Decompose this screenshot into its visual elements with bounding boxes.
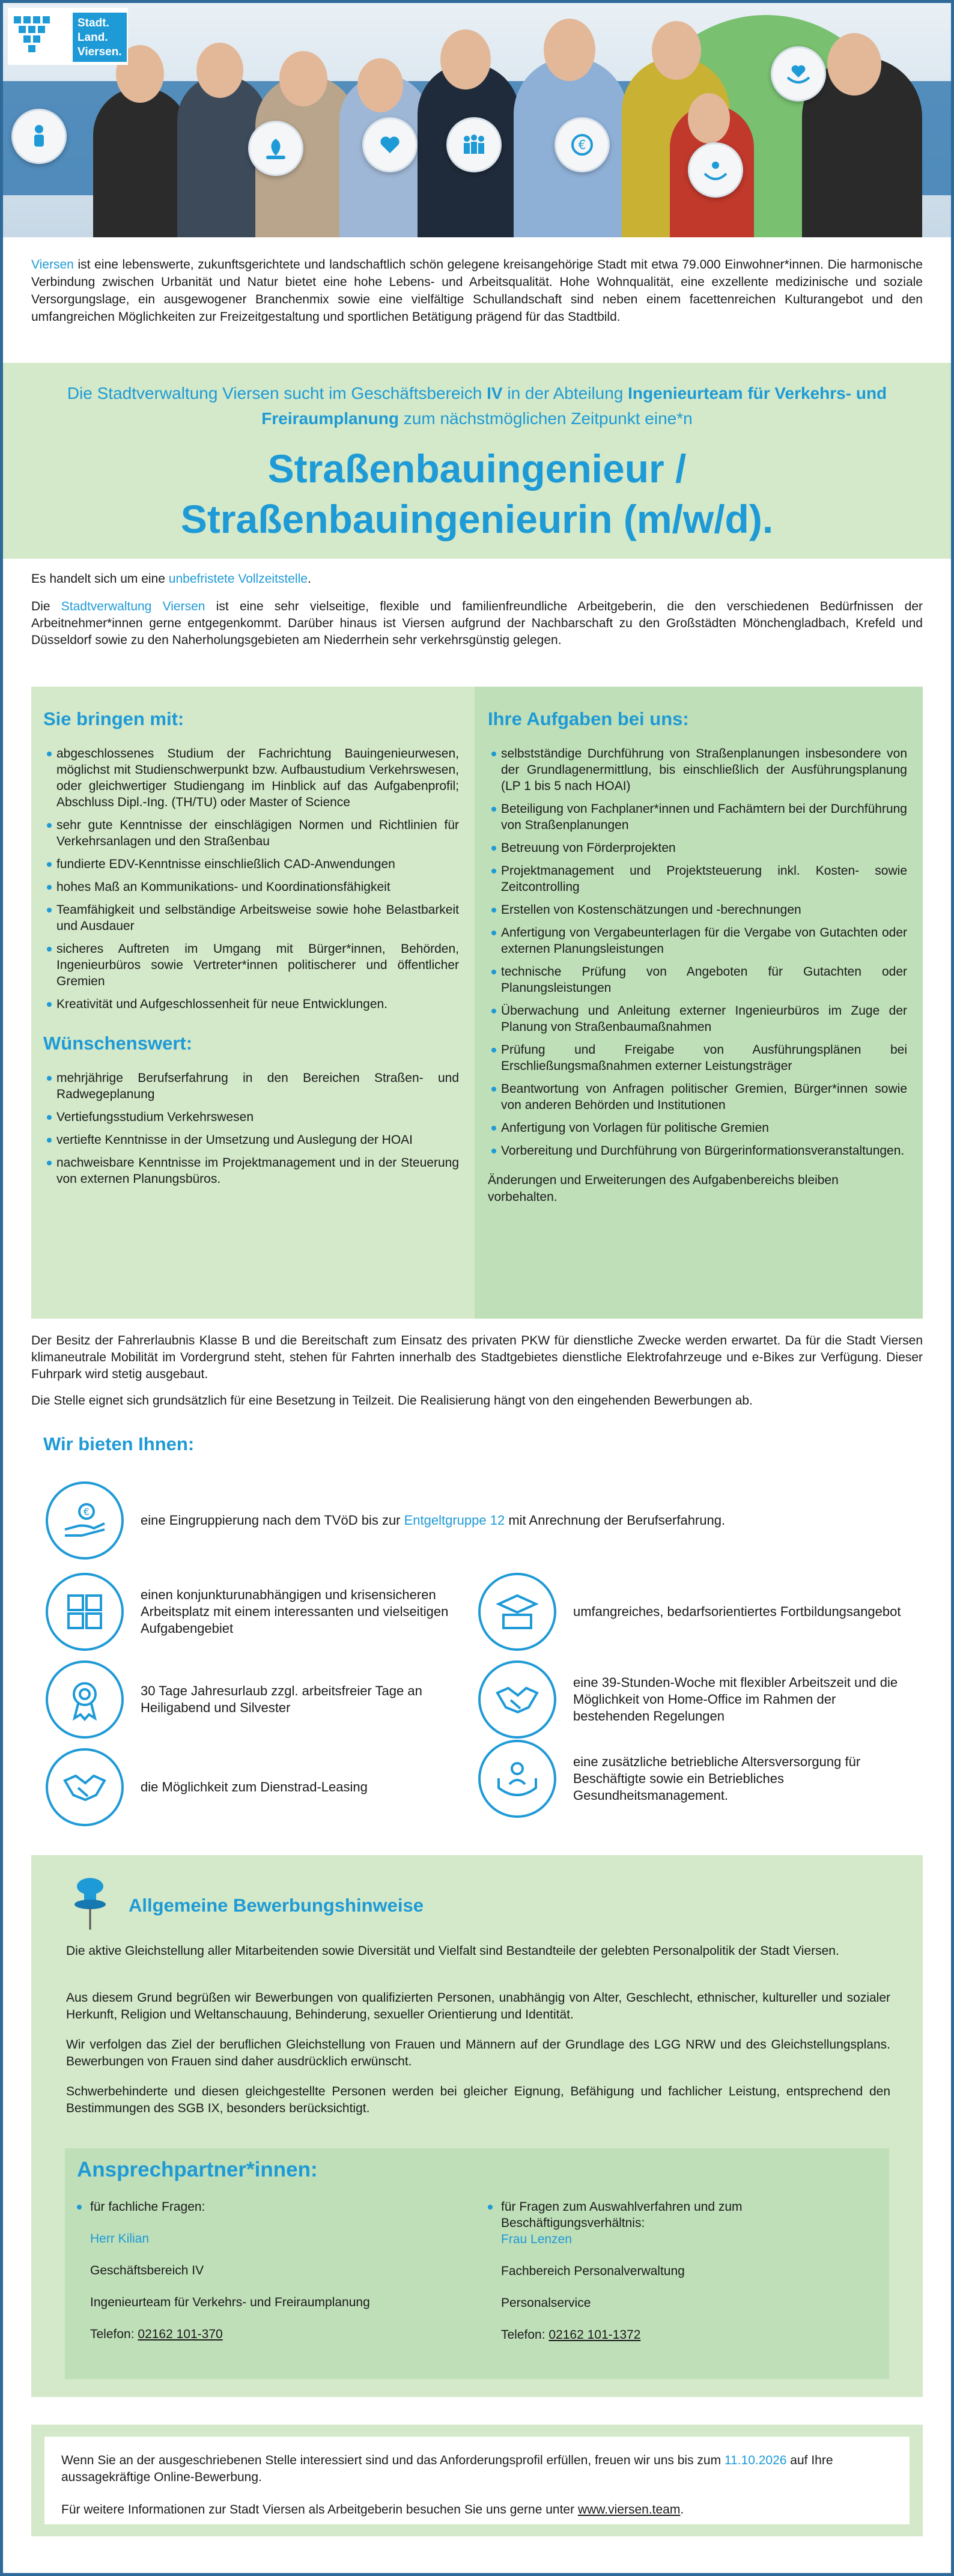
- person-3-head: [279, 51, 327, 106]
- headline-lead: [56, 381, 898, 431]
- award-icon: [60, 1675, 109, 1724]
- requirements-column: [31, 687, 475, 1319]
- tasks-list: [488, 746, 907, 1159]
- more-info-paragraph: [61, 2502, 893, 2518]
- care-icon-circle: [478, 1740, 556, 1818]
- bullet: [488, 2205, 493, 2210]
- benefit-pay: [46, 1481, 725, 1560]
- requirement-item: Teamfähigkeit und selbständige Arbeitsweise sowie hohe Belastbarkeit und Ausdauer: [43, 902, 459, 934]
- puzzle-icon: [60, 1587, 109, 1636]
- benefit-pay-text: [141, 1512, 725, 1529]
- handshake-icon: [60, 1763, 109, 1812]
- puzzle-icon-circle: [46, 1573, 124, 1651]
- job-title: [3, 443, 951, 544]
- footer-a: Wenn Sie an der ausgeschriebenen Stelle interessiert sind und das Anforderungsprofil erfüllen, freuen wir uns bis zum: [61, 2453, 725, 2467]
- benefit-vacation-text: 30 Tage Jahresurlaub zzgl. arbeitsfreier Tage an Heiligabend und Silvester: [141, 1683, 422, 1715]
- footer-b: auf Ihre aussagekräftige Online-Bewerbung.: [61, 2453, 833, 2484]
- logo-line-2: Land.: [77, 31, 108, 44]
- task-item: Anfertigung von Vorlagen für politische Gremien: [488, 1120, 907, 1136]
- svg-text:€: €: [83, 1506, 90, 1517]
- requirements-heading: Sie bringen mit:: [43, 708, 184, 729]
- award-icon-circle: [46, 1660, 124, 1739]
- benefit-flexible-hours-text: eine 39-Stunden-Woche mit flexibler Arbeitszeit und die Möglichkeit von Home-Office im Rahmen der bestehenden Regelungen: [573, 1675, 898, 1724]
- person-6-head: [544, 19, 595, 81]
- headline-block: [3, 363, 951, 559]
- heart-hand-icon: [373, 128, 407, 162]
- requirement-item: sicheres Auftreten im Umgang mit Bürger*innen, Behörden, Ingenieurbüros sowie Vertreter*innen politischerer und öffentlicher Gremien: [43, 941, 459, 989]
- desirable-item: vertiefte Kenntnisse in der Umsetzung und Auslegung der HOAI: [43, 1132, 459, 1148]
- footer-c: Für weitere Informationen zur Stadt Viersen als Arbeitgeberin besuchen Sie uns gerne unter: [61, 2503, 578, 2517]
- tasks-note: Änderungen und Erweiterungen des Aufgabenbereichs bleiben vorbehalten.: [488, 1173, 839, 1204]
- intro-text: ist eine lebenswerte, zukunftsgerichtete und landschaftlich schön gelegene kreisangehörige Stadt mit etwa 79.000 Einwohner*innen. Die harmonische Verbindung zwischen Urbanität und Natur bietet eine hohe Lebens- und Arbeitsqualität. Hohe Wohnqualität, eine exzellente medizinische und soziale Versorgungslage, ein ausgewogener Branchenmix sowie eine vielfältige Schullandschaft sind neben einem facettenreichen Kulturangebot und den umfangreichen Möglichkeiten zur Freizeitgestaltung und sportlichen Betätigung prägend für das Stadtbild.: [31, 258, 923, 324]
- tasks-heading: Ihre Aufgaben bei uns:: [488, 708, 689, 729]
- benefit-vacation: [46, 1660, 460, 1739]
- education-icon: [493, 1587, 542, 1636]
- requirements-list: [43, 746, 459, 1012]
- offer-heading: Wir bieten Ihnen:: [43, 1433, 195, 1454]
- hints-paragraph-4: Schwerbehinderte und diesen gleichgestellte Personen werden bei gleicher Eignung, Befähigung und fachlicher Leistung, entsprechend den Bestimmungen des SGB IX, besonders berücksichtigt.: [66, 2085, 890, 2115]
- license-paragraph: Der Besitz der Fahrerlaubnis Klasse B und die Bereitschaft zum Einsatz des privaten PKW für dienstliche Zwecke werden erwartet. Da für die Stadt Viersen klimaneutrale Mobilität im Vordergrund steht, stehen für Fahrten innerhalb des Stadtgebietes dienstliche Elektrofahrzeuge und e-Bikes zur Verfügung. Dieser Fuhrpark wird stetig ausgebaut.: [31, 1334, 923, 1381]
- task-item: Erstellen von Kostenschätzungen und -berechnungen: [488, 902, 907, 918]
- hints-paragraph-2: Aus diesem Grund begrüßen wir Bewerbungen von qualifizierten Personen, unabhängig von Alter, Geschlecht, ethnischer, kultureller und sozialer Herkunft, Religion und Weltanschauung, Behinderung, sexueller Orientierung und Identität.: [66, 1991, 890, 2022]
- header-photo: [3, 3, 951, 237]
- requirements-tasks-columns: [31, 687, 923, 1319]
- intro-paragraph: [31, 256, 923, 326]
- hints-paragraph-3: Wir verfolgen das Ziel der beruflichen Gleichstellung von Frauen und Männern auf der Grundlage des LGG NRW und des Gleichstellungsplans. Bewerbungen von Frauen sind daher ausdrücklich erwünscht.: [66, 2038, 890, 2068]
- task-item: Beteiligung von Fachplaner*innen und Fachämtern bei der Durchführung von Straßenplanungen: [488, 801, 907, 833]
- person-8-head: [688, 93, 730, 144]
- task-item: Vorbereitung und Durchführung von Bürgerinformationsveranstaltungen.: [488, 1143, 907, 1159]
- task-item: Betreuung von Förderprojekten: [488, 840, 907, 856]
- p2-a: Die: [31, 600, 61, 613]
- handshake-icon-circle: [478, 1660, 556, 1739]
- deadline-paragraph: [61, 2452, 893, 2486]
- logo-line-1: Stadt.: [77, 17, 109, 29]
- benefit-training-text: umfangreiches, bedarfsorientiertes Fortbildungsangebot: [573, 1604, 901, 1619]
- benefit-flexible-hours: [478, 1660, 911, 1739]
- footer-d: .: [680, 2503, 684, 2517]
- contact-hr-name: Frau Lenzen: [501, 2232, 572, 2246]
- task-item: Projektmanagement und Projektsteuerung inkl. Kosten- sowie Zeitcontrolling: [488, 863, 907, 895]
- pay-a: eine Eingruppierung nach dem TVöD bis zur: [141, 1513, 404, 1528]
- people-badge: [446, 117, 502, 172]
- task-item: Anfertigung von Vergabeunterlagen für die Vergabe von Gutachten oder externen Planungsleistungen: [488, 925, 907, 957]
- contact-technical-team: Ingenieurteam für Verkehrs- und Freiraumplanung: [90, 2295, 370, 2309]
- p1-c: .: [307, 572, 311, 586]
- coins-hand-icon: [60, 1496, 109, 1545]
- desirable-item: Vertiefungsstudium Verkehrswesen: [43, 1109, 459, 1125]
- benefit-pay-icon-circle: [46, 1481, 124, 1560]
- contact-technical-phone-line: [77, 2326, 449, 2342]
- desirable-list: [43, 1070, 459, 1187]
- hints-paragraph-1: Die aktive Gleichstellung aller Mitarbeitenden sowie Diversität und Vielfalt sind Bestandteile der gelebten Personalpolitik der Stadt Viersen.: [66, 1944, 839, 1958]
- deadline-date: 11.10.2026: [724, 2453, 787, 2467]
- lead-part-a: Die Stadtverwaltung Viersen sucht im Geschäftsbereich: [67, 384, 487, 402]
- job-title-line-1: Straßenbauingenieur /: [267, 446, 687, 491]
- family-icon: [22, 120, 56, 153]
- p1-a: Es handelt sich um eine: [31, 572, 169, 586]
- benefit-bike-leasing: [46, 1748, 460, 1826]
- contact-box: [65, 2148, 889, 2379]
- benefit-training: [478, 1573, 911, 1651]
- person-5-head: [440, 29, 491, 90]
- contact-hr: [488, 2199, 860, 2359]
- p2-employer: Stadtverwaltung Viersen: [61, 600, 205, 613]
- benefit-pension: [478, 1740, 911, 1818]
- benefit-job-security: [46, 1573, 460, 1651]
- contact-hr-label: für Fragen zum Auswahlverfahren und zum Beschäftigungsverhältnis:: [501, 2200, 743, 2230]
- website-link[interactable]: www.viersen.team: [577, 2503, 681, 2517]
- education-icon-circle: [478, 1573, 556, 1651]
- requirement-item: sehr gute Kenntnisse der einschlägigen Normen und Richtlinien für Verkehrsanlagen und den Straßenbau: [43, 817, 459, 849]
- contract-type-paragraph: [31, 571, 923, 588]
- logo-text: [73, 13, 127, 62]
- logo-mark-icon: [14, 16, 57, 58]
- benefit-job-security-text: einen konjunkturunabhängigen und krisensicheren Arbeitsplatz mit einem interessanten und vielseitigen Aufgabengebiet: [141, 1587, 449, 1636]
- contract-type: unbefristete Vollzeitstelle: [168, 572, 308, 586]
- lead-part-e: zum nächstmöglichen Zeitpunkt eine*n: [398, 409, 693, 428]
- contact-technical-dept: Geschäftsbereich IV: [90, 2264, 204, 2277]
- contact-hr-team: Personalservice: [501, 2296, 591, 2310]
- city-logo: [8, 8, 128, 65]
- benefit-pension-text: eine zusätzliche betriebliche Altersversorgung für Beschäftigte sowie ein Betriebliches Gesundheitsmanagement.: [573, 1754, 861, 1803]
- desirable-item: mehrjährige Berufserfahrung in den Bereichen Straßen- und Radwegeplanung: [43, 1070, 459, 1102]
- person-1: [93, 87, 189, 237]
- svg-text:€: €: [578, 138, 586, 152]
- intro-city: Viersen: [31, 258, 74, 272]
- task-item: Überwachung und Anleitung externer Ingenieurbüros im Zuge der Planung von Straßenbaumaßnahmen: [488, 1003, 907, 1035]
- contact-hr-phone-line: [488, 2327, 860, 2343]
- person-4-head: [357, 58, 403, 112]
- care-icon: [493, 1754, 542, 1803]
- heart-hands-badge: [771, 46, 826, 102]
- requirement-item: Kreativität und Aufgeschlossenheit für neue Entwicklungen.: [43, 996, 459, 1012]
- person-7-head: [652, 21, 701, 80]
- application-hints: [31, 1855, 923, 2397]
- family-badge: [11, 109, 67, 164]
- task-item: technische Prüfung von Angeboten für Gutachten oder Planungsleistungen: [488, 964, 907, 996]
- requirement-item: hohes Maß an Kommunikations- und Koordinationsfähigkeit: [43, 879, 459, 895]
- footer-inner: [44, 2437, 910, 2524]
- euro-icon: [565, 128, 599, 162]
- plant-badge: [248, 121, 303, 176]
- heart-badge: [362, 117, 418, 172]
- task-item: Prüfung und Freigabe von Ausführungsplänen bei Erschließungsmaßnahmen externer Leistungsträger: [488, 1042, 907, 1074]
- handshake-icon-circle-2: [46, 1748, 124, 1826]
- contact-technical-label: für fachliche Fragen:: [90, 2200, 205, 2214]
- plant-hand-icon: [259, 132, 293, 165]
- person-2-head: [196, 43, 243, 98]
- contact-technical: [77, 2199, 449, 2358]
- contact-technical-name: Herr Kilian: [90, 2232, 150, 2246]
- task-item: Beantwortung von Anfragen politischer Gremien, Bürger*innen sowie von anderen Behörden und Institutionen: [488, 1081, 907, 1113]
- phone-label: Telefon:: [90, 2327, 138, 2341]
- heart-hands-icon: [782, 57, 815, 91]
- care-badge: [688, 142, 743, 198]
- contact-hr-dept: Fachbereich Personalverwaltung: [501, 2264, 685, 2278]
- people-icon: [457, 128, 491, 162]
- pay-grade: Entgeltgruppe 12: [404, 1513, 505, 1528]
- person-hands-icon: [699, 153, 732, 187]
- task-item: selbstständige Durchführung von Straßenplanungen insbesondere von der Grundlagenermittlung, bis einschließlich der Ausführungsplanung (LP 1 bis 5 nach HOAI): [488, 746, 907, 794]
- tasks-column: [475, 687, 923, 1319]
- p2-c: ist eine sehr vielseitige, flexible und familienfreundliche Arbeitgeberin, die den verschiedenen Bedürfnissen der Arbeitnehmer*innen gerne entgegenkommt. Darüber hinaus ist Viersen aufgrund der Nachbarschaft zu den Großstädten Mönchengladbach, Krefeld und Düsseldorf sowie zu den Naherholungsgebieten am Niederrhein sehr verkehrsgünstig gelegen.: [31, 600, 923, 647]
- logo-line-3: Viersen.: [77, 46, 122, 58]
- requirement-item: fundierte EDV-Kenntnisse einschließlich CAD-Anwendungen: [43, 856, 459, 872]
- requirement-item: abgeschlossenes Studium der Fachrichtung Bauingenieurwesen, möglichst mit Studienschwerpunkt bzw. Aufbaustudium Verkehrswesen, oder gleichwertiger Studiengang im Hinblick auf das Aufgabenprofil; Abschluss Dipl.-Ing. (TH/TU) oder Master of Science: [43, 746, 459, 810]
- desirable-item: nachweisbare Kenntnisse im Projektmanagement und in der Steuerung von externen Planungsbüros.: [43, 1155, 459, 1187]
- money-badge: [554, 117, 610, 172]
- benefit-bike-leasing-text: die Möglichkeit zum Dienstrad-Leasing: [141, 1779, 368, 1794]
- job-title-line-2: Straßenbauingenieurin (m/w/d).: [180, 497, 774, 541]
- employer-paragraph: [31, 598, 923, 649]
- contact-hr-phone[interactable]: 02162 101-1372: [548, 2328, 641, 2342]
- contact-heading: Ansprechpartner*innen:: [77, 2158, 318, 2181]
- handshake-icon: [493, 1675, 542, 1724]
- pushpin-icon: [66, 1873, 114, 1931]
- lead-part-c: in der Abteilung: [502, 384, 628, 402]
- person-9-head: [827, 33, 881, 96]
- lead-part-d: Ingenieurteam für Verkehrs- und Freiraumplanung: [261, 384, 887, 428]
- lead-part-b: IV: [487, 384, 503, 402]
- footer-box: [31, 2425, 923, 2536]
- bullet: [77, 2205, 82, 2210]
- part-time-paragraph: Die Stelle eignet sich grundsätzlich für eine Besetzung in Teilzeit. Die Realisierung hängt von den eingehenden Bewerbungen ab.: [31, 1394, 753, 1408]
- phone-label: Telefon:: [501, 2328, 549, 2342]
- contact-technical-phone[interactable]: 02162 101-370: [138, 2327, 223, 2341]
- desirable-heading: Wünschenswert:: [43, 1033, 193, 1054]
- hints-heading: Allgemeine Bewerbungshinweise: [129, 1895, 424, 1916]
- pay-c: mit Anrechnung der Berufserfahrung.: [505, 1513, 726, 1528]
